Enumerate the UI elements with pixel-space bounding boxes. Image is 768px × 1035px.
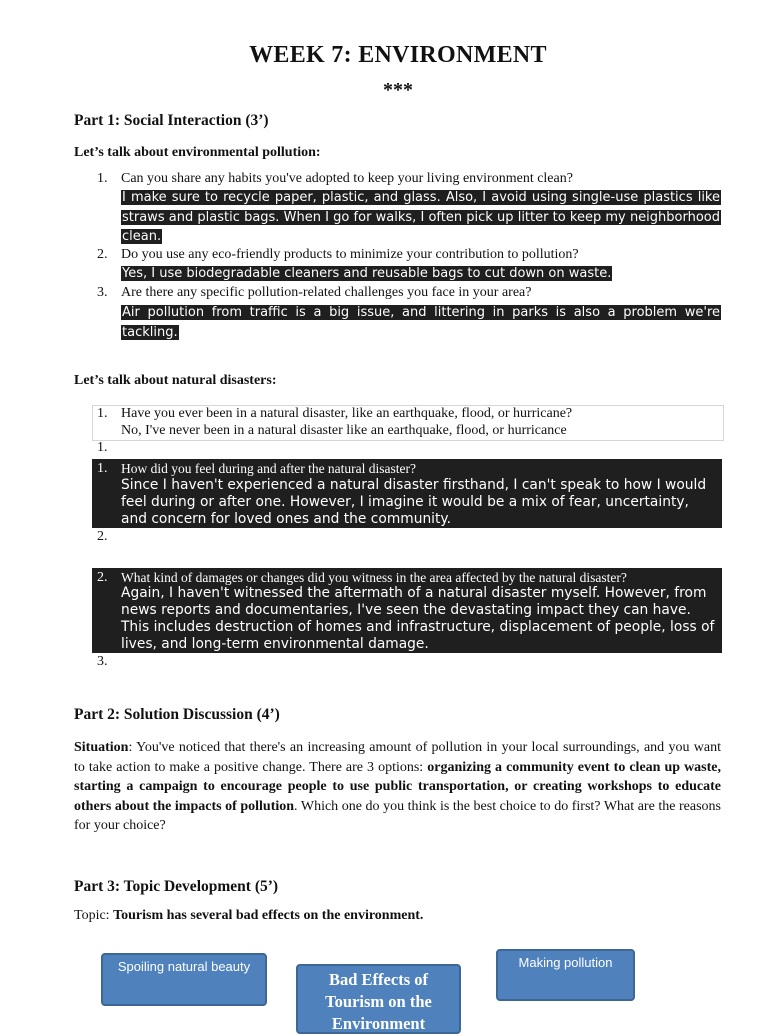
page-title: WEEK 7: ENVIRONMENT (249, 42, 547, 68)
title-separator: *** (383, 79, 413, 101)
situation-paragraph (74, 738, 721, 836)
part2-heading: Part 2: Solution Discussion (4’) (74, 706, 280, 723)
answer-block-dark (92, 568, 722, 653)
pollution-heading: Let’s talk about environmental pollution: (74, 145, 321, 160)
list-number: 2. (97, 570, 108, 585)
situation-text: : You've noticed that there's an increasing amount of pollution in your local surroundings, and you want to take action to make a positive change. There are 3 options: (74, 740, 721, 775)
disasters-heading: Let’s talk about natural disasters: (74, 373, 277, 388)
list-number: 3. (97, 285, 108, 300)
question-text: What kind of damages or changes did you witness in the area affected by the natural disaster? (121, 570, 627, 585)
answer-text: Again, I haven't witnessed the aftermath of a natural disaster myself. However, from news reports and documentaries, I've seen the devastating impact they can have. This includes destruction of homes and infrastructure, displacement of people, loss of lives, and long-term environmental damage. (121, 585, 715, 652)
topic-text: Tourism has several bad effects on the environment. (113, 908, 424, 923)
topic-label: Topic: (74, 908, 114, 923)
question-text: How did you feel during and after the natural disaster? (121, 461, 417, 476)
list-number: 2. (97, 529, 108, 544)
question-text: Do you use any eco-friendly products to minimize your contribution to pollution? (121, 247, 579, 262)
part3-heading: Part 3: Topic Development (5’) (74, 878, 279, 895)
question-text: Can you share any habits you've adopted to keep your living environment clean? (121, 171, 573, 186)
list-number: 1. (97, 406, 108, 421)
situation-options: organizing a community event to clean up waste, starting a campaign to encourage people to use public transportation, or creating workshops to educate others about the impacts of pollution (74, 759, 722, 814)
disaster-item-box (92, 405, 724, 441)
diagram-node-left: Spoiling natural beauty (101, 953, 267, 1006)
answer-text: No, I've never been in a natural disaster like an earthquake, flood, or hurricance (121, 423, 567, 438)
part1-heading: Part 1: Social Interaction (3’) (74, 112, 269, 129)
list-number: 2. (97, 247, 108, 262)
situation-label: Situation (74, 740, 129, 755)
list-number: 3. (97, 654, 108, 669)
list-number: 1. (97, 171, 108, 186)
answer-text: Air pollution from traffic is a big issue, and littering in parks is also a problem we're tackling. (122, 305, 720, 340)
question-text: Are there any specific pollution-related challenges you face in your area? (121, 285, 532, 300)
answer-block (121, 188, 721, 247)
question-text: Have you ever been in a natural disaster, like an earthquake, flood, or hurricane? (121, 406, 573, 421)
diagram-center-node: Bad Effects of Tourism on the Environment (296, 964, 461, 1034)
list-number: 1. (97, 461, 108, 476)
diagram-node-right: Making pollution (496, 949, 635, 1001)
answer-text: Yes, I use biodegradable cleaners and reusable bags to cut down on waste. (122, 266, 612, 281)
situation-question: . Which one do you think is the best choice to do first? What are the reasons for your choice? (74, 798, 722, 833)
answer-text: Since I haven't experienced a natural disaster firsthand, I can't speak to how I would feel during or after one. However, I imagine it would be a mix of fear, uncertainty, and concern for loved ones and the community. (121, 477, 707, 527)
answer-block-dark (92, 459, 722, 528)
topic-line (74, 908, 423, 924)
list-number: 1. (97, 440, 108, 455)
answer-text: I make sure to recycle paper, plastic, and glass. Also, I avoid using single-use plastics like straws and plastic bags. When I go for walks, I often pick up litter to keep my neighborhood clean. (122, 190, 720, 244)
answer-block (121, 264, 721, 284)
answer-block (121, 303, 721, 342)
